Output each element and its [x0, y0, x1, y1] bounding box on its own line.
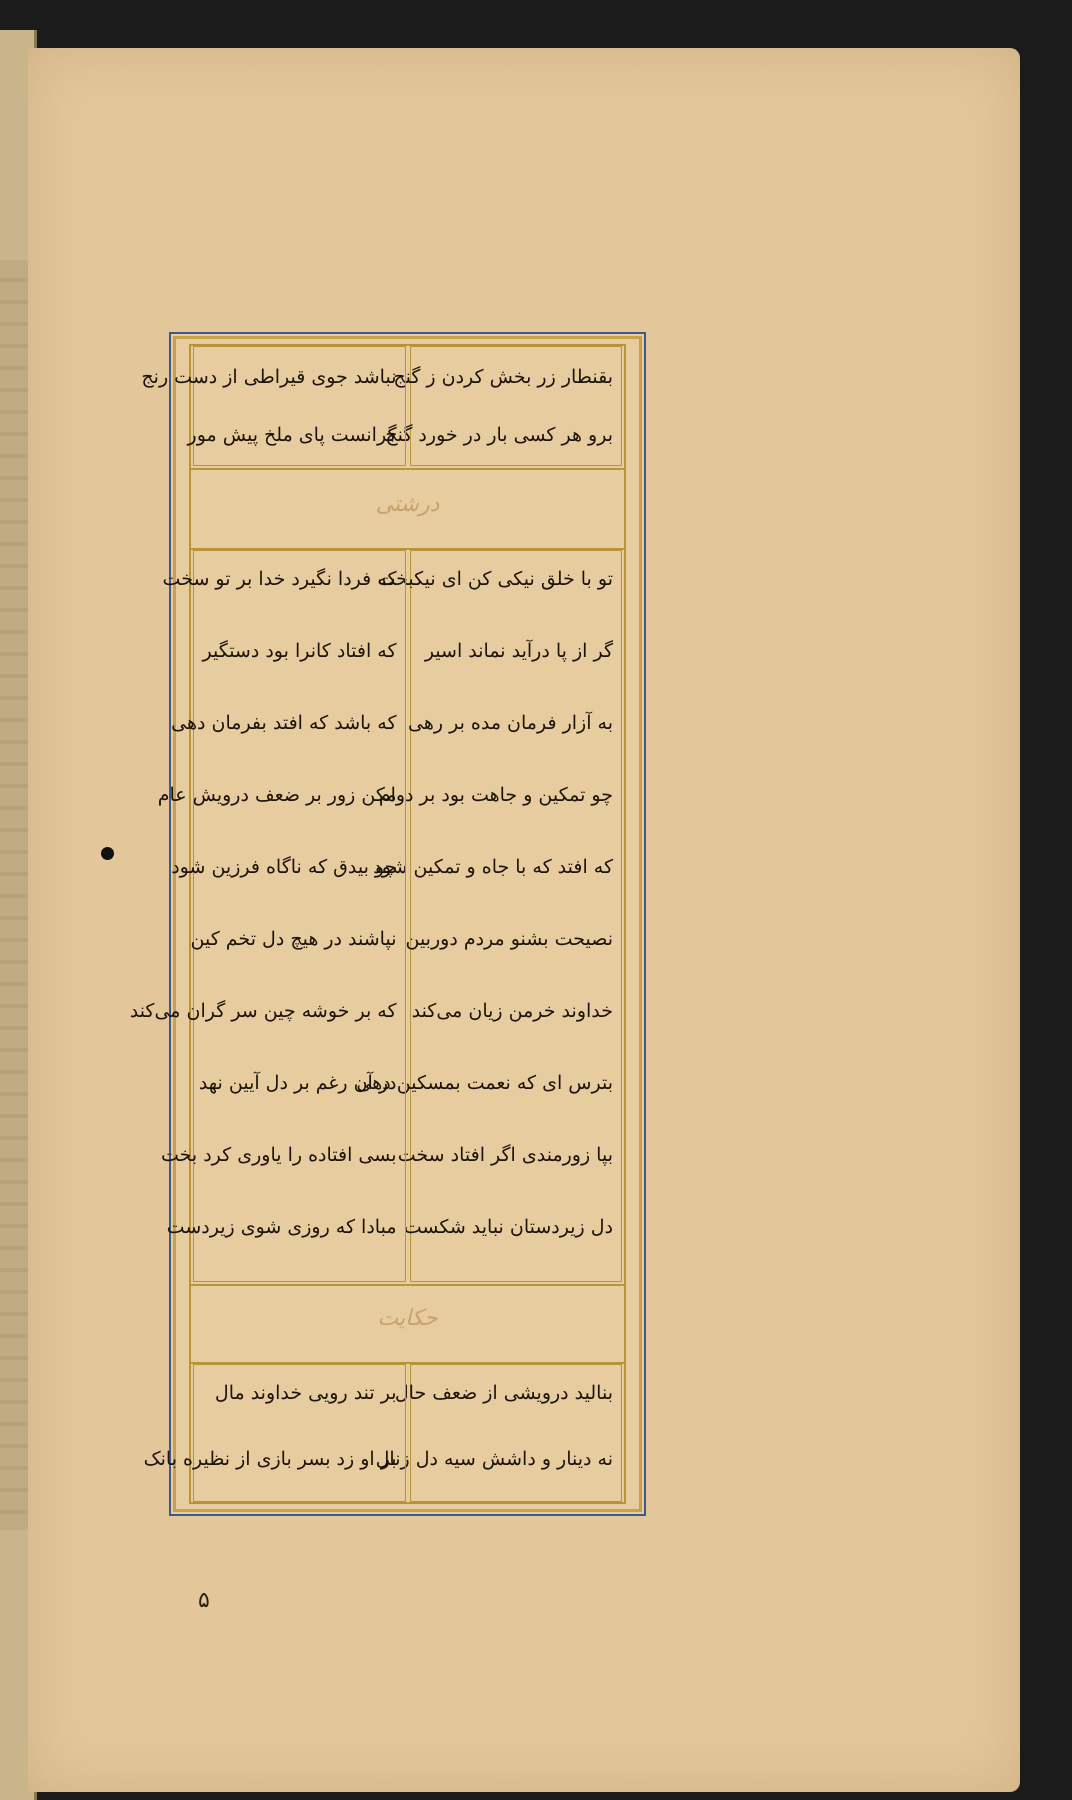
verse-line: که باشد که افتد بفرمان دهی	[171, 712, 397, 734]
verse-line: که افتد که با جاه و تمکین شود	[373, 856, 613, 878]
top-right-column	[385, 346, 623, 466]
verse-line: بر او زد بسر بازی از نظیره بانک	[143, 1448, 397, 1470]
verse-line: دل زیردستان نباید شکست	[403, 1216, 613, 1238]
verse-line: بنالید درویشی از ضعف حال	[394, 1382, 613, 1404]
verse-line: در آن رغم بر دل آیین نهد	[198, 1072, 397, 1094]
verse-line: نصیحت بشنو مردم دوربین	[405, 928, 613, 950]
top-verse-block	[141, 346, 624, 466]
section-heading: حکایت	[377, 1306, 438, 1331]
verse-line: که بر خوشه چین سر گران می‌کند	[129, 1000, 397, 1022]
verse-line: خداوند خرمن زیان می‌کند	[411, 1000, 613, 1022]
inner-ruling	[129, 344, 626, 1504]
section-heading-band	[191, 1284, 624, 1364]
bottom-verse-block	[143, 1364, 624, 1502]
bottom-left-column	[143, 1364, 406, 1502]
verse-line: که افتاد کانرا بود دستگیر	[202, 640, 397, 662]
verse-line: بسی افتاده را یاوری کرد بخت	[160, 1144, 397, 1166]
middle-verse-block	[129, 550, 624, 1282]
verse-line: گر از پا درآید نماند اسیر	[424, 640, 613, 662]
verse-line: نه دینار و داشش سیه دل زنال	[375, 1448, 613, 1470]
verse-line: گرانست پای ملخ پیش مور	[187, 424, 397, 446]
section-heading-band	[191, 468, 624, 550]
verse-line: بقنطار زر بخش کردن ز گنج	[393, 366, 613, 388]
manuscript-page	[28, 48, 1020, 1792]
verse-line: بر تند رویی خداوند مال	[214, 1382, 397, 1404]
verse-line: برو هر کسی بار در خورد گنج	[385, 424, 613, 446]
folio-number: ۵	[198, 1588, 210, 1613]
text-frame	[129, 332, 646, 1516]
verse-line: مبادا که روزی شوی زیردست	[166, 1216, 397, 1238]
verse-line: بترس ای که نعمت بمسکین دهی	[356, 1072, 613, 1094]
section-heading: درشتی	[375, 492, 440, 517]
ink-spot	[101, 847, 114, 860]
verse-line: که فردا نگیرد خدا بر تو سخت	[162, 568, 397, 590]
middle-right-column	[356, 550, 623, 1282]
middle-left-column	[129, 550, 406, 1282]
verse-line: مکن زور بر ضعف درویش عام	[157, 784, 397, 806]
verse-line: به آزار فرمان مده بر رهی	[408, 712, 613, 734]
top-left-column	[141, 346, 406, 466]
verse-line: چو تمکین و جاهت بود بر دوام	[378, 784, 613, 806]
verse-line: نباشد جوی قیراطی از دست رنج	[141, 366, 397, 388]
verse-line: چو بیدق که ناگاه فرزین شود	[171, 856, 397, 878]
verse-line: نپاشند در هیچ دل تخم کین	[190, 928, 397, 950]
verse-line: بپا زورمندی اگر افتاد سخت	[397, 1144, 613, 1166]
verse-line: تو با خلق نیکی کن ای نیکبخت	[377, 568, 613, 590]
previous-page-text-edge	[0, 260, 30, 1530]
bottom-right-column	[375, 1364, 623, 1502]
